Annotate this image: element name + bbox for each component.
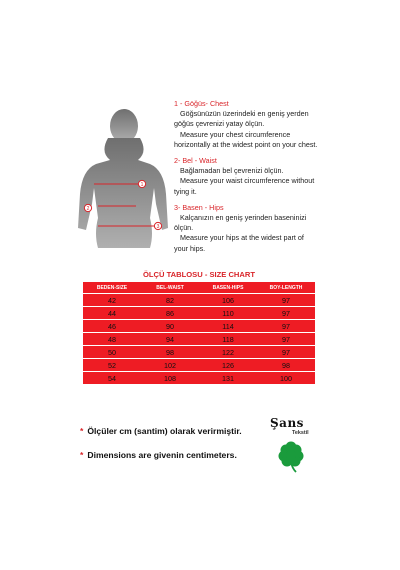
svg-text:1: 1 [140, 182, 144, 189]
cell-size: 46 [83, 320, 141, 333]
marker-waist [84, 204, 91, 212]
waist-heading: 2- Bel - Waist [174, 156, 217, 166]
svg-text:3: 3 [156, 224, 160, 231]
cell-length: 97 [257, 307, 315, 320]
cell-size: 44 [83, 307, 141, 320]
size-chart-header-row [83, 282, 315, 294]
svg-text:2: 2 [86, 206, 90, 213]
cell-length: 97 [257, 346, 315, 359]
cell-size: 52 [83, 359, 141, 372]
asterisk-icon: * [80, 426, 84, 436]
table-row [83, 346, 315, 359]
cell-waist: 108 [141, 372, 199, 385]
table-row [83, 307, 315, 320]
waist-en-line-2: tying it. [174, 186, 197, 196]
marker-chest [138, 180, 145, 188]
hips-en-line-1: Measure your hips at the widest part of [180, 233, 304, 243]
table-row [83, 333, 315, 346]
hips-heading: 3- Basen - Hips [174, 202, 224, 212]
chest-tr-line-2: göğüs çevrenizi yatay ölçün. [174, 119, 265, 129]
cell-hips: 131 [199, 372, 257, 385]
cell-waist: 98 [141, 346, 199, 359]
body-measurement-figure [78, 108, 168, 256]
waist-en-line-1: Measure your waist circumference without [180, 176, 315, 186]
header-length: BOY-LENGTH [269, 284, 303, 291]
cell-hips: 118 [199, 333, 257, 346]
table-row [83, 372, 315, 385]
marker-hips [154, 222, 161, 230]
header-size: BEDEN-SIZE [96, 284, 128, 291]
cell-hips: 114 [199, 320, 257, 333]
cell-waist: 90 [141, 320, 199, 333]
chest-tr-line-1: Göğsünüzün üzerindeki en geniş yerden [180, 109, 309, 119]
cell-size: 54 [83, 372, 141, 385]
note-turkish-text: Ölçüler cm (santim) olarak verirmiştir. [87, 426, 242, 436]
cell-length: 97 [257, 294, 315, 307]
cell-length: 98 [257, 359, 315, 372]
note-english-text: Dimensions are givenin centimeters. [87, 450, 237, 460]
hips-tr-line-2: ölçün. [174, 223, 194, 233]
asterisk-icon: * [80, 450, 84, 460]
note-turkish [80, 426, 242, 436]
cell-hips: 110 [199, 307, 257, 320]
cell-waist: 86 [141, 307, 199, 320]
cell-waist: 94 [141, 333, 199, 346]
cell-size: 48 [83, 333, 141, 346]
header-waist: BEL-WAIST [156, 284, 184, 291]
table-row [83, 359, 315, 372]
cell-waist: 102 [141, 359, 199, 372]
brand-logo [270, 416, 330, 476]
waist-tr-line-1: Bağlamadan bel çevrenizi ölçün. [180, 166, 284, 176]
hips-en-line-2: your hips. [174, 243, 206, 253]
brand-name: Şans [270, 416, 304, 430]
cell-length: 100 [257, 372, 315, 385]
chest-heading: 1 - Göğüs- Chest [174, 99, 229, 108]
chest-en-line-1: Measure your chest circumference [180, 129, 291, 139]
measurement-instructions [174, 99, 388, 254]
clover-icon [274, 440, 308, 474]
size-chart-table [83, 282, 315, 384]
cell-size: 42 [83, 294, 141, 307]
size-chart-title: ÖLÇÜ TABLOSU - SIZE CHART [142, 270, 256, 279]
brand-subtitle: Tekstil [292, 430, 309, 436]
cell-length: 97 [257, 333, 315, 346]
cell-hips: 122 [199, 346, 257, 359]
cell-hips: 106 [199, 294, 257, 307]
table-row [83, 320, 315, 333]
cell-size: 50 [83, 346, 141, 359]
header-hips: BASEN-HIPS [212, 284, 244, 291]
note-english [80, 450, 237, 460]
cell-hips: 126 [199, 359, 257, 372]
hips-tr-line-1: Kalçanızın en geniş yerinden baseninizi [180, 213, 307, 223]
table-row [83, 294, 315, 307]
chest-en-line-2: horizontally at the widest point on your chest. [174, 139, 318, 149]
cell-waist: 82 [141, 294, 199, 307]
cell-length: 97 [257, 320, 315, 333]
